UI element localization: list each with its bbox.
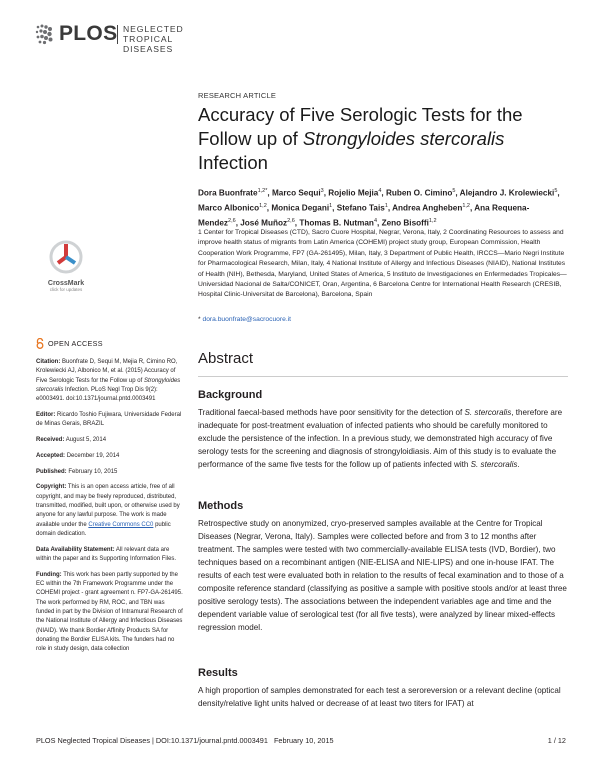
results-heading: Results xyxy=(198,667,238,679)
correspondence-mark: * xyxy=(198,316,201,323)
funding-value: This work has been partly supported by the EC within the 7th Framework Programme under the COHEMI project - grant agreement n. FP7-GA-261495. The work performed by RM, ROC, and TBN was funded in part by the Division of Intramural Research of the National Institute of Allergy and Infectious Diseases (NIAID). We thank Bordier Affinity Products SA for donating the Bordier ELISA kits. The funders had no role in study design, data collection xyxy=(36,571,183,653)
correspondence xyxy=(198,316,291,323)
citation xyxy=(36,358,184,404)
published-label: Published: xyxy=(36,468,67,475)
open-lock-icon xyxy=(36,338,44,349)
author-name[interactable]: Ana Requena-Mendez xyxy=(198,203,530,229)
methods-paragraph: Retrospective study on anonymized, cryo-preserved samples available at the Centre for Tropical Diseases (Negrar, Verona, Italy). Samples were collected before and from 3 to 12 months after treatment. The samples were tested with two commercially-available ELISA tests (IVD, Bordier), two techniques based on a recombinant antigen (NIE-ELISA and NIE-LIPS) and one in-house IFAT. The results of each test were evaluated both in relation to the results of fecal examination and to those of a composite reference standard (classifying as positive a sample with positive stools and/or at least three positive serology tests). The associations between the independent variables age and time and the dependent variable value of serological test (for all five tests), were analyzed by linear mixed-effects regression model. xyxy=(198,519,567,632)
page-number: 1 / 12 xyxy=(547,736,566,745)
crossmark-icon xyxy=(49,240,83,274)
background-text-mid: , therefore are inadequate for post-treatment evaluation of infected patients who should be carefully monitored to exclude the persistence of the infection. In a previous study, we demonstrated high accuracy of five serology tests for the screening and diagnosis of strongyloidiasis. Aim of this study is to evaluate the performance of the same five tests for the follow up of patients infected with xyxy=(198,408,563,469)
author-name[interactable]: Ruben O. Cimino xyxy=(385,188,453,198)
published xyxy=(36,468,184,477)
title-part2: Infection xyxy=(198,152,268,173)
received xyxy=(36,436,184,445)
author-affiliation-sup: 2,6 xyxy=(287,218,295,225)
author-list: Dora Buonfrate$^{1,2*}$, Marco Sequi$^3$, Rojelio Mejia$^4$, Ruben O. Cimino$^5$, Alejandro J. Krolewiecki$^5$, Marco Albonico$^{1,2}$, Monica Degani$^1$, Stefano Tais$^1$, Andrea Angheben$^{1,2}$, Ana Requena-Mendez$^{2,6}$, José Muñoz$^{2,6}$, Thomas B. Nutman$^4$, Zeno Bisoffi$^{1,2}$ xyxy=(198,188,560,229)
author-affiliation-sup: 1,2 xyxy=(259,203,267,210)
background-italic-2: S. stercoralis xyxy=(470,460,518,469)
background-heading: Background xyxy=(198,389,263,401)
open-access-label: OPEN ACCESS xyxy=(48,338,103,348)
author-name[interactable]: Zeno Bisoffi xyxy=(381,219,429,229)
background-text: Traditional faecal-based methods have poor sensitivity for the detection of xyxy=(198,408,465,417)
author-name[interactable]: José Muñoz xyxy=(240,219,288,229)
crossmark-badge[interactable] xyxy=(36,240,96,302)
results-paragraph: A high proportion of samples demonstrated for each test a seroreversion or a relevant decline (optical density/relative light units halved or decrease of at least two titers for IFAT) at xyxy=(198,686,561,708)
accepted xyxy=(36,452,184,461)
author-affiliation-sup: 4 xyxy=(373,218,377,225)
copyright-text: This is an open access article, free of all copyright, and may be freely reproduced, distributed, transmitted, modified, built upon, or otherwise used by anyone for any lawful purpose. The work is made available under the xyxy=(36,484,180,528)
citation-label: Citation: xyxy=(36,359,61,365)
methods-heading: Methods xyxy=(198,500,244,512)
editor-label: Editor: xyxy=(36,411,56,418)
author-name[interactable]: Stefano Tais xyxy=(336,203,385,213)
open-access-badge xyxy=(36,338,184,349)
received-label: Received: xyxy=(36,437,65,444)
author-affiliation-sup: 2,6 xyxy=(228,218,236,225)
author-affiliation-sup: 5 xyxy=(554,188,558,194)
copyright xyxy=(36,483,184,539)
cc0-link[interactable]: Creative Commons CC0 xyxy=(88,521,154,528)
article-type: RESEARCH ARTICLE xyxy=(198,91,277,100)
funding xyxy=(36,571,184,655)
title-italic: Strongyloides stercoralis xyxy=(302,128,505,149)
author-name[interactable]: Andrea Angheben xyxy=(392,203,463,213)
author-affiliation-sup: 3 xyxy=(320,188,324,194)
author-name[interactable]: Thomas B. Nutman xyxy=(299,219,374,229)
title-part1: Accuracy of Five Serologic Tests for the Follow up of xyxy=(198,104,523,149)
footer-citation: PLOS Neglected Tropical Diseases | DOI:10.1371/journal.pntd.0003491 February 10, 2015 xyxy=(36,736,334,745)
author-affiliation-sup: 1,2 xyxy=(428,218,437,225)
data-availability xyxy=(36,546,184,565)
background-paragraph xyxy=(198,406,568,471)
citation-italic: Strongyloides stercoralis xyxy=(36,377,181,393)
background-text-end: . xyxy=(517,460,520,469)
article-title xyxy=(198,103,568,175)
author-affiliation-sup: 4 xyxy=(378,188,382,194)
author-name[interactable]: Marco Sequi xyxy=(271,188,321,198)
logo-divider xyxy=(117,25,118,44)
author-name[interactable]: Marco Albonico xyxy=(198,203,260,213)
author-affiliation-sup: 5 xyxy=(452,188,456,194)
author-name[interactable]: Rojelio Mejia xyxy=(328,188,379,198)
plos-dots-icon xyxy=(35,23,55,45)
journal-logo[interactable] xyxy=(35,22,205,54)
journal-name-line1: NEGLECTED xyxy=(123,24,184,34)
crossmark-sub: click for updates xyxy=(49,287,83,292)
author-name[interactable]: Monica Degani xyxy=(271,203,330,213)
author-affiliation-sup: 1 xyxy=(329,203,333,210)
editor-value: Ricardo Toshio Fujiwara, Universidade Federal de Minas Gerais, BRAZIL xyxy=(36,411,182,428)
received-value: August 5, 2014 xyxy=(65,437,107,444)
funding-label: Funding: xyxy=(36,571,62,578)
copyright-label: Copyright: xyxy=(36,484,67,491)
author-name[interactable]: Alejandro J. Krolewiecki xyxy=(459,188,555,198)
author-affiliation-sup: 1 xyxy=(384,203,388,210)
published-value: February 10, 2015 xyxy=(68,468,118,475)
author-name[interactable]: Dora Buonfrate xyxy=(198,188,258,198)
correspondence-email[interactable]: dora.buonfrate@sacrocuore.it xyxy=(202,316,292,323)
accepted-label: Accepted: xyxy=(36,452,66,459)
page-footer xyxy=(36,736,566,745)
accepted-value: December 19, 2014 xyxy=(66,452,120,459)
article-info-sidebar xyxy=(36,338,184,661)
journal-name-line2: TROPICAL DISEASES xyxy=(123,34,174,54)
crossmark-label: CrossMark xyxy=(47,280,85,287)
author-affiliation-sup: 1,2 xyxy=(462,203,470,210)
citation-text-end: Infection. PLoS Negl Trop Dis 9(2): e0003491. doi:10.1371/journal.pntd.0003491 xyxy=(36,386,158,403)
editor xyxy=(36,411,184,430)
author-affiliation-sup: 1,2* xyxy=(257,188,268,194)
affiliations: 1 Center for Tropical Diseases (CTD), Sacro Cuore Hospital, Negrar, Verona, Italy, 2 Coordinating Resources to assess and improve health status of migrants from Latin America (COHEMI) project study group, European Commission, Health Cooperation Work Programme, FP7 (GA-261495), Milan, Italy, 3 Department of Public Health, IRCCS—Mario Negri Institute for Pharmacological Research, Milan, Italy, 4 National Institute of Allergy and Infectious Diseases (NIAID), National Institutes of Health (NIH), Bethesda, Maryland, United States of America, 5 Instituto de Investigaciones en Enfermedades Tropicales—Universidad Nacional de Salta/CONICET, Oran, Argentina, 6 Barcelona Centre for International Health Research (CRESIB, Hospital Clinic-Universitat de Barcelona), Barcelona, Spain xyxy=(198,229,567,299)
data-availability-value: All relevant data are within the paper and its Supporting Information Files. xyxy=(36,546,177,563)
data-availability-label: Data Availability Statement: xyxy=(36,546,115,553)
citation-text: Buonfrate D, Sequi M, Mejia R, Cimino RO, Krolewiecki AJ, Albonico M, et al. (2015) Accuracy of Five Serologic Tests for the Follow up of xyxy=(36,359,178,384)
background-italic-1: S. stercoralis xyxy=(464,408,512,417)
copyright-text-end: public domain dedication. xyxy=(36,521,171,537)
journal-logo-text: PLOS xyxy=(59,22,118,45)
abstract-heading: Abstract xyxy=(198,350,254,367)
abstract-divider xyxy=(198,376,568,377)
